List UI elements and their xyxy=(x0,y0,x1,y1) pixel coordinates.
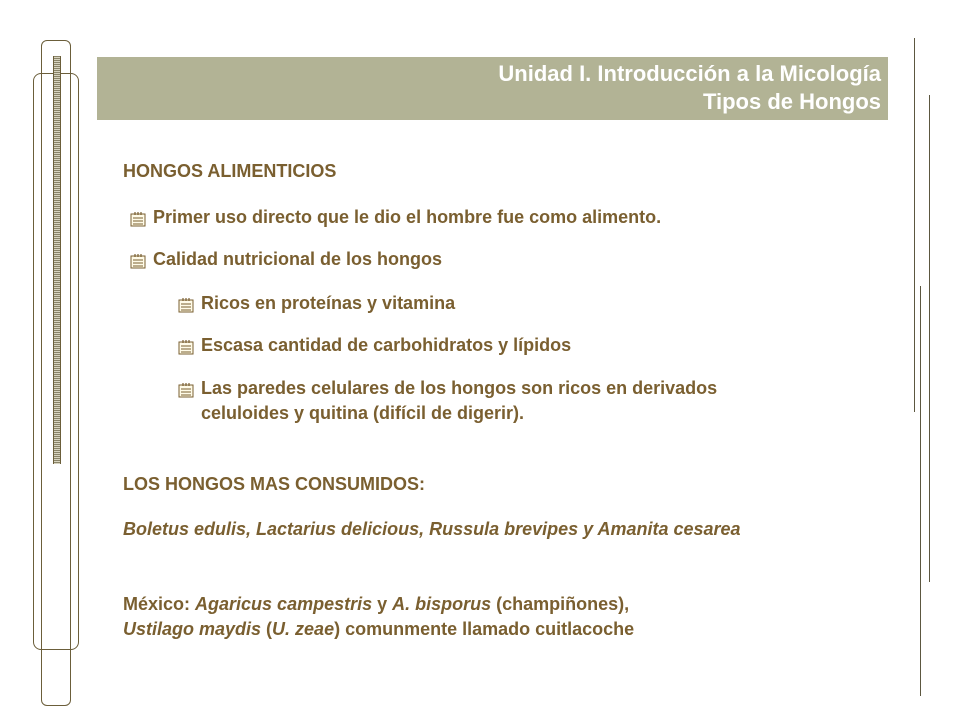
notepad-bullet-icon xyxy=(178,382,194,398)
bullet-text: Ricos en proteínas y vitamina xyxy=(201,293,456,313)
section-heading-food-fungi: HONGOS ALIMENTICIOS xyxy=(123,161,337,181)
decorative-stripe xyxy=(53,56,61,464)
notepad-bullet-icon xyxy=(130,253,146,269)
decorative-line xyxy=(929,95,930,582)
species-name: A. bisporus xyxy=(392,594,492,614)
mexico-paragraph xyxy=(123,592,863,642)
decorative-line xyxy=(920,286,921,696)
decorative-line xyxy=(914,38,915,412)
notepad-bullet-icon xyxy=(130,211,146,227)
bullet-text: Las paredes celulares de los hongos son ricos en derivados celuloides y quitina (difícil de digerir). xyxy=(201,378,718,423)
species-list: Boletus edulis, Lactarius delicious, Russula brevipes y Amanita cesarea xyxy=(123,519,741,539)
bullet-text: Primer uso directo que le dio el hombre fue como alimento. xyxy=(153,207,662,227)
list-item xyxy=(178,333,858,358)
title-banner xyxy=(97,57,888,120)
conjunction: y xyxy=(372,594,393,614)
bullet-text: Calidad nutricional de los hongos xyxy=(153,249,443,269)
slide-title: Unidad I. Introducción a la Micología xyxy=(498,61,881,86)
list-item xyxy=(130,247,870,272)
section-heading-most-consumed: LOS HONGOS MAS CONSUMIDOS: xyxy=(123,474,426,494)
notepad-bullet-icon xyxy=(178,297,194,313)
list-item xyxy=(178,376,778,426)
common-name-note: (champiñones), xyxy=(491,594,630,614)
list-item xyxy=(178,291,858,316)
common-name-note: ) comunmente llamado cuitlacoche xyxy=(334,619,635,639)
bullet-text: Escasa cantidad de carbohidratos y lípidos xyxy=(201,335,572,355)
slide-subtitle: Tipos de Hongos xyxy=(702,89,881,114)
paren: ( xyxy=(261,619,273,639)
notepad-bullet-icon xyxy=(178,339,194,355)
species-name: Ustilago maydis xyxy=(123,619,262,639)
species-name: Agaricus campestris xyxy=(195,594,373,614)
species-name: U. zeae xyxy=(272,619,335,639)
list-item xyxy=(130,205,870,230)
country-label: México: xyxy=(123,594,196,614)
